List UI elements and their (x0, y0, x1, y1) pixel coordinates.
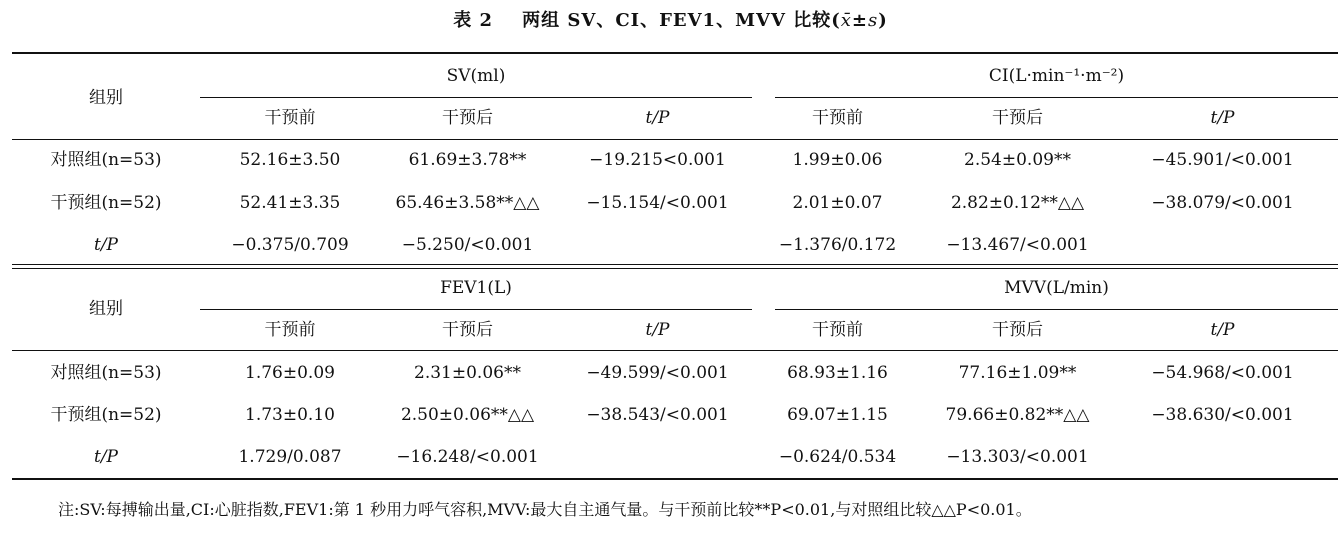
row-group-label: 干预组(n=52) (50, 405, 162, 425)
table-cell: −0.624/0.534 (778, 447, 897, 467)
col-pre: 干预前 (264, 320, 316, 340)
col-pre: 干预前 (264, 108, 316, 128)
col-tp: t/P (645, 320, 670, 340)
table-cell: −38.630/<0.001 (1151, 405, 1294, 425)
sv-subrule (200, 97, 752, 98)
table-cell: 1.729/0.087 (238, 447, 342, 467)
table-cell: −15.154/<0.001 (586, 193, 729, 213)
sv-header: SV(ml) (446, 66, 506, 86)
table-title (0, 6, 1341, 32)
table-number: 表 2 (453, 10, 494, 31)
table-cell: 2.54±0.09** (964, 150, 1071, 170)
table-cell: −13.467/<0.001 (946, 235, 1089, 255)
table-cell: 69.07±1.15 (787, 405, 888, 425)
col-post: 干预后 (992, 320, 1043, 340)
mvv-header: MVV(L/min) (1004, 278, 1109, 298)
table-cell: 52.16±3.50 (239, 150, 341, 170)
table-cell: −38.543/<0.001 (586, 405, 729, 425)
table-cell: −38.079/<0.001 (1151, 193, 1294, 213)
col-post: 干预后 (992, 108, 1043, 128)
row-group-label: 对照组(n=53) (50, 150, 162, 170)
table-footnote: 注:SV:每搏输出量,CI:心脏指数,FEV1:第 1 秒用力呼气容积,MVV:最大自主通气量。与干预前比较**P<0.01,与对照组比较△△P<0.01。 (58, 500, 1032, 519)
row-group-label: 对照组(n=53) (50, 363, 162, 383)
col-tp: t/P (645, 108, 670, 128)
ci-header: CI(L·min⁻¹·m⁻²) (988, 66, 1125, 86)
table-cell: 1.99±0.06 (792, 150, 883, 170)
table-cell: 61.69±3.78** (408, 150, 527, 170)
row-group-label: 干预组(n=52) (50, 193, 162, 213)
table-cell: 2.01±0.07 (792, 193, 883, 213)
table-cell: 68.93±1.16 (787, 363, 888, 383)
section-divider-a (12, 264, 1338, 265)
bottom-rule (12, 478, 1338, 480)
col-post: 干预后 (442, 320, 493, 340)
mvv-subrule (775, 309, 1338, 310)
col-tp: t/P (1210, 320, 1235, 340)
col-post: 干预后 (442, 108, 493, 128)
sd-symbol: s (867, 10, 879, 31)
table-cell: −0.375/0.709 (231, 235, 349, 255)
mean-symbol: x̄ (840, 10, 852, 31)
header-rule-1 (12, 139, 1338, 140)
table-cell: −5.250/<0.001 (401, 235, 534, 255)
table-cell: 2.82±0.12**△△ (950, 193, 1085, 213)
table-cell: 65.46±3.58**△△ (395, 193, 540, 213)
table-cell: −1.376/0.172 (778, 235, 897, 255)
table-cell: −19.215<0.001 (589, 150, 726, 170)
table-cell: 52.41±3.35 (239, 193, 341, 213)
section-divider-b (12, 268, 1338, 269)
caption-close: ) (878, 10, 888, 31)
table-cell: 2.31±0.06** (414, 363, 521, 383)
table-cell: −54.968/<0.001 (1151, 363, 1294, 383)
header-rule-2 (12, 350, 1338, 351)
col-pre: 干预前 (812, 320, 863, 340)
table-cell: −13.303/<0.001 (946, 447, 1089, 467)
group-header: 组别 (89, 299, 123, 319)
table-cell: 79.66±0.82**△△ (945, 405, 1090, 425)
plus-minus: ± (851, 10, 868, 31)
col-pre: 干预前 (812, 108, 863, 128)
fev1-header: FEV1(L) (440, 278, 512, 298)
table-cell: −45.901/<0.001 (1151, 150, 1294, 170)
table-cell: 77.16±1.09** (958, 363, 1077, 383)
row-group-label: t/P (94, 447, 118, 467)
table-caption: 两组 SV、CI、FEV1、MVV 比较( (522, 10, 841, 31)
table-cell: 1.76±0.09 (245, 363, 335, 383)
row-group-label: t/P (94, 235, 118, 255)
table-cell: 1.73±0.10 (245, 405, 335, 425)
col-tp: t/P (1210, 108, 1235, 128)
table-cell: 2.50±0.06**△△ (400, 405, 535, 425)
group-header: 组别 (89, 88, 123, 108)
table-cell: −16.248/<0.001 (396, 447, 539, 467)
table-cell: −49.599/<0.001 (586, 363, 729, 383)
ci-subrule (775, 97, 1338, 98)
fev-subrule (200, 309, 752, 310)
top-rule (12, 52, 1338, 54)
